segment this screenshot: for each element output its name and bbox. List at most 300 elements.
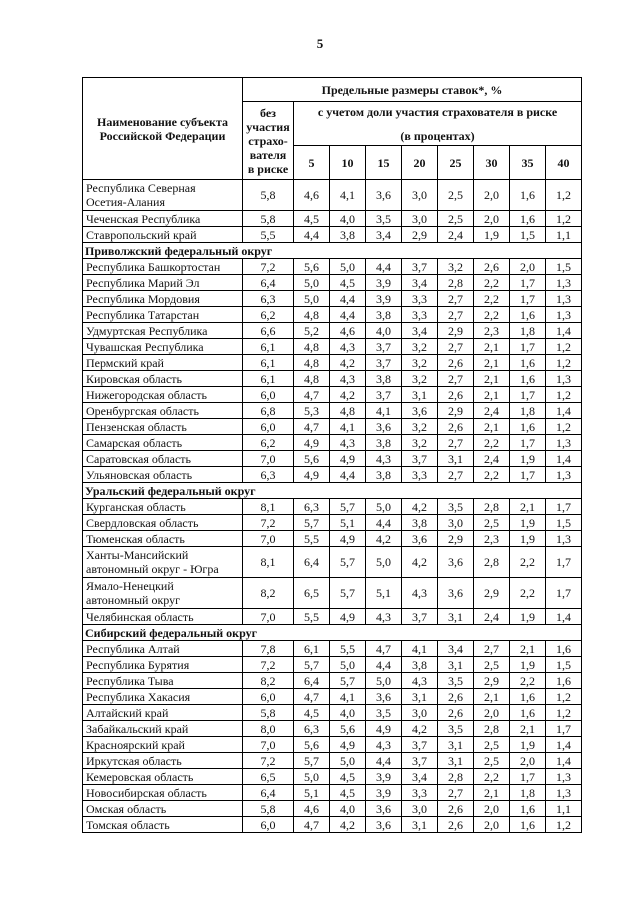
rate-with-share: 2,8	[474, 721, 510, 737]
rate-with-share: 3,1	[438, 737, 474, 753]
region-name: Нижегородская область	[83, 387, 243, 403]
rate-with-share: 4,7	[294, 689, 330, 705]
rate-without-share: 6,0	[243, 419, 294, 435]
rate-with-share: 1,5	[546, 657, 582, 673]
region-name: Республика Башкортостан	[83, 259, 243, 275]
rate-with-share: 3,4	[366, 227, 402, 243]
rate-with-share: 3,4	[402, 275, 438, 291]
share-header: 10	[330, 146, 366, 180]
table-row	[83, 307, 582, 323]
table-row	[83, 291, 582, 307]
table-row	[83, 323, 582, 339]
rate-with-share: 1,7	[546, 547, 582, 578]
table-row	[83, 211, 582, 227]
rate-with-share: 4,1	[402, 641, 438, 657]
rate-with-share: 4,6	[294, 801, 330, 817]
rate-with-share: 2,9	[474, 578, 510, 609]
table-row	[83, 801, 582, 817]
table-row	[83, 689, 582, 705]
rate-without-share: 6,0	[243, 387, 294, 403]
rate-with-share: 4,0	[366, 323, 402, 339]
table-row	[83, 641, 582, 657]
rate-with-share: 6,3	[294, 721, 330, 737]
rate-with-share: 3,9	[366, 275, 402, 291]
rate-with-share: 3,5	[438, 673, 474, 689]
rate-with-share: 2,4	[474, 609, 510, 625]
table-row	[83, 227, 582, 243]
rate-with-share: 1,9	[510, 451, 546, 467]
rate-with-share: 5,6	[294, 451, 330, 467]
table-row	[83, 499, 582, 515]
rate-with-share: 3,4	[402, 323, 438, 339]
rate-with-share: 4,7	[294, 419, 330, 435]
table-row	[83, 769, 582, 785]
rate-with-share: 4,4	[366, 753, 402, 769]
rate-without-share: 6,1	[243, 355, 294, 371]
rate-with-share: 2,3	[474, 323, 510, 339]
rate-with-share: 2,8	[474, 547, 510, 578]
region-name: Свердловская область	[83, 515, 243, 531]
rate-with-share: 3,4	[402, 769, 438, 785]
rate-with-share: 2,8	[438, 769, 474, 785]
rate-with-share: 2,9	[474, 673, 510, 689]
rate-with-share: 4,6	[294, 180, 330, 211]
without-share-header: без участия страхо-вателя в риске	[243, 102, 294, 180]
rate-without-share: 6,5	[243, 769, 294, 785]
rate-with-share: 2,7	[438, 371, 474, 387]
rates-table	[82, 77, 582, 833]
rate-with-share: 3,5	[438, 721, 474, 737]
rate-with-share: 3,6	[438, 578, 474, 609]
rate-with-share: 2,4	[474, 451, 510, 467]
rate-with-share: 6,3	[294, 499, 330, 515]
table-row	[83, 705, 582, 721]
rate-with-share: 3,6	[366, 817, 402, 833]
table-row	[83, 435, 582, 451]
rate-with-share: 2,9	[438, 403, 474, 419]
rate-with-share: 3,2	[402, 419, 438, 435]
rate-with-share: 1,7	[546, 721, 582, 737]
rate-with-share: 4,8	[294, 355, 330, 371]
rate-with-share: 2,5	[438, 211, 474, 227]
table-body	[83, 180, 582, 833]
rate-with-share: 1,7	[510, 769, 546, 785]
rate-with-share: 2,9	[438, 531, 474, 547]
rate-without-share: 5,8	[243, 801, 294, 817]
rate-with-share: 3,6	[366, 801, 402, 817]
table-row	[83, 817, 582, 833]
rate-with-share: 1,6	[510, 817, 546, 833]
rate-without-share: 7,8	[243, 641, 294, 657]
rates-title: Предельные размеры ставок*, %	[243, 78, 582, 102]
rate-with-share: 3,6	[366, 689, 402, 705]
rate-without-share: 6,4	[243, 785, 294, 801]
district-row	[83, 625, 582, 641]
rate-with-share: 1,3	[546, 769, 582, 785]
share-header: 25	[438, 146, 474, 180]
rate-with-share: 1,3	[546, 785, 582, 801]
rate-with-share: 4,8	[294, 371, 330, 387]
rate-without-share: 7,2	[243, 753, 294, 769]
share-header: 30	[474, 146, 510, 180]
rate-with-share: 4,1	[330, 180, 366, 211]
region-name: Кировская область	[83, 371, 243, 387]
region-name: Омская область	[83, 801, 243, 817]
rate-without-share: 8,1	[243, 499, 294, 515]
rate-with-share: 2,2	[474, 307, 510, 323]
district-title: Уральский федеральный округ	[83, 483, 582, 499]
rate-with-share: 2,9	[438, 323, 474, 339]
district-title: Сибирский федеральный округ	[83, 625, 582, 641]
with-share-unit: (в процентах)	[400, 128, 475, 143]
rate-with-share: 2,2	[510, 578, 546, 609]
rate-with-share: 1,2	[546, 705, 582, 721]
rate-without-share: 6,6	[243, 323, 294, 339]
rate-with-share: 2,7	[438, 291, 474, 307]
rate-with-share: 1,1	[546, 227, 582, 243]
rate-with-share: 3,1	[438, 609, 474, 625]
rate-with-share: 3,0	[402, 211, 438, 227]
rate-with-share: 4,3	[330, 371, 366, 387]
rate-with-share: 2,7	[474, 641, 510, 657]
rate-with-share: 3,5	[366, 211, 402, 227]
rate-with-share: 2,4	[438, 227, 474, 243]
table-row	[83, 657, 582, 673]
rate-without-share: 6,2	[243, 435, 294, 451]
rate-with-share: 5,1	[366, 578, 402, 609]
rate-with-share: 4,0	[330, 705, 366, 721]
region-name: Республика Бурятия	[83, 657, 243, 673]
rate-with-share: 4,3	[366, 737, 402, 753]
region-name: Чувашская Республика	[83, 339, 243, 355]
rate-with-share: 2,6	[438, 801, 474, 817]
region-name: Красноярский край	[83, 737, 243, 753]
table-row	[83, 515, 582, 531]
rate-with-share: 4,7	[366, 641, 402, 657]
rate-without-share: 5,8	[243, 211, 294, 227]
rate-with-share: 5,7	[330, 673, 366, 689]
rate-with-share: 2,7	[438, 339, 474, 355]
region-name: Чеченская Республика	[83, 211, 243, 227]
rate-without-share: 6,1	[243, 371, 294, 387]
rate-with-share: 1,8	[510, 785, 546, 801]
rate-with-share: 3,3	[402, 291, 438, 307]
rate-with-share: 1,9	[510, 609, 546, 625]
rate-with-share: 3,9	[366, 291, 402, 307]
rate-with-share: 2,5	[474, 515, 510, 531]
rate-with-share: 2,2	[474, 467, 510, 483]
rate-with-share: 5,7	[330, 578, 366, 609]
rate-with-share: 2,8	[474, 499, 510, 515]
rate-with-share: 1,2	[546, 387, 582, 403]
table-row	[83, 609, 582, 625]
region-name: Кемеровская область	[83, 769, 243, 785]
rate-with-share: 4,9	[330, 737, 366, 753]
district-row	[83, 243, 582, 259]
rate-with-share: 4,9	[294, 467, 330, 483]
rate-with-share: 1,7	[510, 467, 546, 483]
rate-with-share: 3,3	[402, 785, 438, 801]
rate-with-share: 3,2	[438, 259, 474, 275]
rate-with-share: 4,4	[330, 307, 366, 323]
table-row	[83, 275, 582, 291]
rate-with-share: 5,1	[330, 515, 366, 531]
region-name: Иркутская область	[83, 753, 243, 769]
district-row	[83, 483, 582, 499]
rate-with-share: 3,1	[438, 753, 474, 769]
rate-with-share: 2,7	[438, 307, 474, 323]
rate-with-share: 3,2	[402, 435, 438, 451]
rate-with-share: 1,7	[510, 387, 546, 403]
rate-with-share: 4,2	[330, 387, 366, 403]
region-name: Республика Северная Осетия-Алания	[83, 180, 243, 211]
rate-with-share: 1,4	[546, 451, 582, 467]
region-name: Курганская область	[83, 499, 243, 515]
rate-with-share: 4,4	[366, 657, 402, 673]
rate-with-share: 4,7	[294, 387, 330, 403]
rate-with-share: 2,5	[474, 737, 510, 753]
rate-with-share: 1,6	[546, 673, 582, 689]
rate-with-share: 3,0	[402, 801, 438, 817]
rate-with-share: 3,8	[402, 657, 438, 673]
rate-with-share: 3,8	[366, 371, 402, 387]
rate-with-share: 4,1	[330, 419, 366, 435]
rate-with-share: 6,4	[294, 673, 330, 689]
rate-with-share: 4,5	[330, 785, 366, 801]
rate-with-share: 4,4	[366, 515, 402, 531]
region-name: Республика Мордовия	[83, 291, 243, 307]
rate-with-share: 1,6	[510, 801, 546, 817]
table-row	[83, 547, 582, 578]
rate-with-share: 2,7	[438, 467, 474, 483]
rate-with-share: 4,0	[330, 801, 366, 817]
rate-with-share: 3,7	[402, 609, 438, 625]
rate-with-share: 5,0	[366, 499, 402, 515]
rate-with-share: 1,7	[510, 291, 546, 307]
table-row	[83, 371, 582, 387]
region-name: Саратовская область	[83, 451, 243, 467]
rate-without-share: 7,2	[243, 259, 294, 275]
rate-without-share: 8,2	[243, 578, 294, 609]
rate-with-share: 5,0	[294, 769, 330, 785]
rate-with-share: 2,0	[510, 259, 546, 275]
rate-with-share: 5,2	[294, 323, 330, 339]
rate-with-share: 3,4	[438, 641, 474, 657]
rate-with-share: 1,5	[510, 227, 546, 243]
rate-with-share: 1,3	[546, 307, 582, 323]
rate-with-share: 1,3	[546, 435, 582, 451]
rate-with-share: 3,5	[366, 705, 402, 721]
region-name: Новосибирская область	[83, 785, 243, 801]
district-title: Приволжский федеральный округ	[83, 243, 582, 259]
rate-with-share: 2,1	[510, 499, 546, 515]
rate-with-share: 2,2	[474, 435, 510, 451]
rate-with-share: 4,3	[402, 673, 438, 689]
rate-with-share: 4,9	[294, 435, 330, 451]
rate-without-share: 7,0	[243, 531, 294, 547]
rate-with-share: 3,8	[366, 467, 402, 483]
table-header	[83, 78, 582, 180]
region-name: Ульяновская область	[83, 467, 243, 483]
rate-with-share: 3,7	[366, 387, 402, 403]
rate-with-share: 5,0	[294, 275, 330, 291]
rate-with-share: 3,7	[402, 737, 438, 753]
rate-with-share: 4,4	[330, 467, 366, 483]
rate-with-share: 2,2	[474, 769, 510, 785]
rate-with-share: 3,8	[366, 307, 402, 323]
rate-with-share: 5,5	[294, 609, 330, 625]
rate-with-share: 1,2	[546, 817, 582, 833]
rate-with-share: 4,4	[330, 291, 366, 307]
rate-with-share: 1,2	[546, 355, 582, 371]
rate-with-share: 3,9	[366, 785, 402, 801]
rate-with-share: 4,3	[366, 451, 402, 467]
rate-with-share: 3,7	[366, 355, 402, 371]
rate-with-share: 5,5	[294, 531, 330, 547]
rate-with-share: 2,0	[474, 211, 510, 227]
region-name: Республика Марий Эл	[83, 275, 243, 291]
rate-with-share: 5,0	[366, 547, 402, 578]
region-name: Забайкальский край	[83, 721, 243, 737]
rate-with-share: 4,9	[366, 721, 402, 737]
with-share-header	[294, 102, 582, 146]
table-row	[83, 721, 582, 737]
rate-with-share: 2,1	[474, 387, 510, 403]
rate-with-share: 4,2	[366, 531, 402, 547]
rate-with-share: 4,2	[402, 499, 438, 515]
rate-with-share: 2,6	[438, 387, 474, 403]
rate-with-share: 1,6	[546, 641, 582, 657]
rate-with-share: 2,1	[474, 419, 510, 435]
region-name-header: Наименование субъекта Российской Федерации	[83, 78, 243, 180]
table-row	[83, 531, 582, 547]
rate-without-share: 6,3	[243, 291, 294, 307]
rate-with-share: 1,2	[546, 180, 582, 211]
rate-with-share: 4,3	[366, 609, 402, 625]
rate-with-share: 4,2	[330, 355, 366, 371]
rate-with-share: 2,1	[510, 641, 546, 657]
rate-with-share: 4,5	[330, 275, 366, 291]
rate-with-share: 4,1	[330, 689, 366, 705]
rate-with-share: 5,1	[294, 785, 330, 801]
rate-with-share: 1,7	[546, 499, 582, 515]
rate-with-share: 1,9	[510, 531, 546, 547]
rate-with-share: 3,8	[402, 515, 438, 531]
rate-with-share: 1,2	[546, 211, 582, 227]
rate-with-share: 2,0	[474, 705, 510, 721]
rate-without-share: 5,5	[243, 227, 294, 243]
rate-with-share: 2,8	[438, 275, 474, 291]
rate-with-share: 3,7	[402, 451, 438, 467]
rate-without-share: 6,3	[243, 467, 294, 483]
rate-with-share: 3,1	[402, 817, 438, 833]
rate-without-share: 8,1	[243, 547, 294, 578]
rate-with-share: 1,2	[546, 419, 582, 435]
rate-with-share: 6,4	[294, 547, 330, 578]
table-row	[83, 180, 582, 211]
rate-without-share: 6,8	[243, 403, 294, 419]
share-header: 40	[546, 146, 582, 180]
rate-with-share: 1,6	[510, 307, 546, 323]
rate-with-share: 2,0	[474, 817, 510, 833]
rate-with-share: 3,0	[402, 705, 438, 721]
rate-without-share: 5,8	[243, 180, 294, 211]
rate-with-share: 2,3	[474, 531, 510, 547]
rate-with-share: 1,6	[510, 371, 546, 387]
table-row	[83, 753, 582, 769]
table-row	[83, 355, 582, 371]
region-name: Республика Алтай	[83, 641, 243, 657]
region-name: Ханты-Мансийский автономный округ - Югра	[83, 547, 243, 578]
rate-with-share: 2,7	[438, 435, 474, 451]
rate-with-share: 2,6	[438, 419, 474, 435]
rate-with-share: 4,2	[402, 721, 438, 737]
rate-with-share: 5,7	[294, 657, 330, 673]
rate-without-share: 7,0	[243, 609, 294, 625]
share-header: 5	[294, 146, 330, 180]
rate-with-share: 2,5	[474, 657, 510, 673]
rate-with-share: 1,4	[546, 403, 582, 419]
rate-without-share: 6,0	[243, 689, 294, 705]
rate-with-share: 2,2	[510, 673, 546, 689]
region-name: Республика Тыва	[83, 673, 243, 689]
rate-with-share: 2,6	[438, 705, 474, 721]
rate-without-share: 5,8	[243, 705, 294, 721]
rate-with-share: 2,1	[474, 785, 510, 801]
rate-with-share: 3,8	[330, 227, 366, 243]
rate-without-share: 6,0	[243, 817, 294, 833]
region-name: Удмуртская Республика	[83, 323, 243, 339]
rate-with-share: 2,1	[474, 339, 510, 355]
rate-with-share: 3,6	[438, 547, 474, 578]
rate-with-share: 1,3	[546, 371, 582, 387]
rate-with-share: 3,2	[402, 371, 438, 387]
rate-with-share: 4,4	[366, 259, 402, 275]
rate-with-share: 4,4	[294, 227, 330, 243]
rate-with-share: 4,9	[330, 531, 366, 547]
page-number: 5	[316, 36, 324, 51]
rate-with-share: 3,2	[402, 339, 438, 355]
rate-without-share: 7,2	[243, 515, 294, 531]
rate-with-share: 2,1	[474, 355, 510, 371]
rate-with-share: 1,6	[510, 419, 546, 435]
rate-with-share: 1,4	[546, 609, 582, 625]
rate-with-share: 2,2	[510, 547, 546, 578]
rate-with-share: 5,3	[294, 403, 330, 419]
rate-with-share: 2,1	[510, 721, 546, 737]
rate-with-share: 3,5	[438, 499, 474, 515]
region-name: Пермский край	[83, 355, 243, 371]
rate-with-share: 1,9	[510, 737, 546, 753]
rate-with-share: 5,7	[294, 753, 330, 769]
rate-with-share: 4,3	[330, 339, 366, 355]
rate-with-share: 3,0	[402, 180, 438, 211]
rate-without-share: 8,0	[243, 721, 294, 737]
rate-with-share: 1,6	[510, 211, 546, 227]
with-share-title: с учетом доли участия страхователя в риске	[317, 104, 558, 119]
table-row	[83, 785, 582, 801]
rate-with-share: 2,6	[438, 689, 474, 705]
rate-with-share: 3,7	[402, 753, 438, 769]
share-header: 15	[366, 146, 402, 180]
table-row	[83, 259, 582, 275]
rate-with-share: 1,6	[510, 355, 546, 371]
table-row	[83, 737, 582, 753]
rate-with-share: 2,1	[474, 371, 510, 387]
rate-with-share: 5,7	[294, 515, 330, 531]
rate-with-share: 3,0	[438, 515, 474, 531]
rate-with-share: 1,3	[546, 531, 582, 547]
